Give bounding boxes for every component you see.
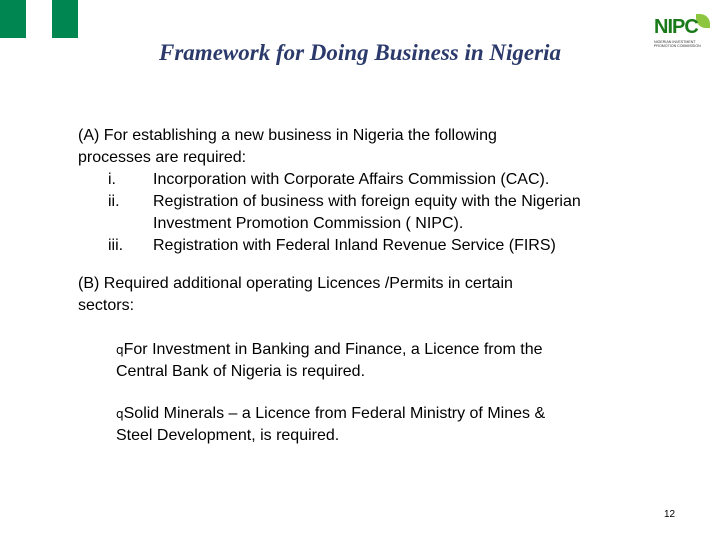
- nigerian-flag: [0, 0, 78, 38]
- bullet-line1: Solid Minerals – a Licence from Federal Ministry of Mines &: [123, 405, 546, 422]
- bullet-line1: For Investment in Banking and Finance, a Licence from the: [123, 341, 543, 358]
- checkbox-bullet-icon: q: [116, 407, 124, 421]
- list-item: [108, 235, 581, 257]
- section-a-heading: [78, 125, 497, 169]
- flag-stripe-right: [52, 0, 78, 38]
- bullet-item: [116, 403, 636, 447]
- bullet-item: [116, 339, 636, 383]
- list-item-line1: Registration of business with foreign equity with the Nigerian: [153, 193, 581, 210]
- bullet-line2: Steel Development, is required.: [116, 427, 340, 444]
- section-a-heading-line1: (A) For establishing a new business in Nigeria the following: [78, 127, 497, 144]
- list-item-number: ii.: [108, 193, 120, 210]
- section-b-heading-line1: (B) Required additional operating Licences /Permits in certain: [78, 275, 513, 292]
- logo-subtitle: NIGERIAN INVESTMENT PROMOTION COMMISSION: [654, 40, 701, 48]
- list-item-number: i.: [108, 171, 116, 188]
- flag-stripe-middle: [26, 0, 52, 38]
- checkbox-bullet-icon: q: [116, 343, 124, 357]
- section-b-heading: [78, 273, 513, 317]
- list-item-text: [153, 191, 581, 235]
- section-b-heading-line2: sectors:: [78, 297, 135, 314]
- section-a-list: [108, 169, 581, 257]
- flag-stripe-left: [0, 0, 26, 38]
- list-item-line2: Investment Promotion Commission ( NIPC).: [153, 215, 464, 232]
- list-item-text: Incorporation with Corporate Affairs Commission (CAC).: [153, 171, 550, 188]
- list-item: [108, 169, 581, 191]
- list-item-text: Registration with Federal Inland Revenue Service (FIRS): [153, 237, 556, 254]
- list-item-number: iii.: [108, 237, 124, 254]
- leaf-icon: [696, 14, 710, 28]
- logo-name: NIPC: [654, 16, 698, 38]
- page-title: Framework for Doing Business in Nigeria: [159, 40, 561, 65]
- list-item: [108, 191, 581, 235]
- bullet-line2: Central Bank of Nigeria is required.: [116, 363, 366, 380]
- page-number: 12: [664, 509, 676, 520]
- section-a-heading-line2: processes are required:: [78, 149, 247, 166]
